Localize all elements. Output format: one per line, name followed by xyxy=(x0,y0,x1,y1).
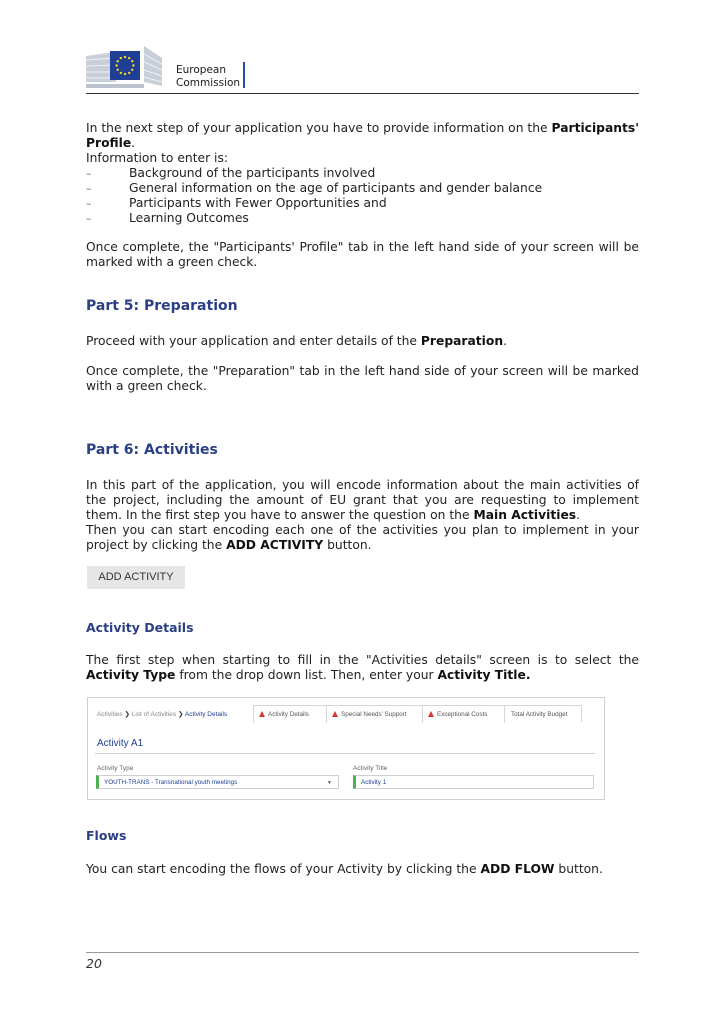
breadcrumb xyxy=(97,710,227,718)
part5-heading: Part 5: Preparation xyxy=(86,298,238,314)
part6-paragraph xyxy=(86,478,639,553)
activity-title-label: Activity Title xyxy=(353,765,388,772)
part6-heading: Part 6: Activities xyxy=(86,442,218,458)
chevron-right-icon: ❯ xyxy=(177,711,185,718)
activity-title-input[interactable] xyxy=(353,775,594,789)
ad-text-mid: from the drop down list. Then, enter your xyxy=(175,668,438,682)
logo-divider xyxy=(243,62,245,88)
activity-title-header: Activity A1 xyxy=(97,738,144,749)
part6-text-2: Then you can start encoding each one of the activities you plan to implement in your project by clicking the xyxy=(86,523,639,552)
flows-heading: Flows xyxy=(86,828,127,843)
logo-line-1: European xyxy=(176,64,227,76)
bullet-item: Background of the participants involved xyxy=(129,166,376,180)
tab-activity-details[interactable] xyxy=(253,705,327,723)
breadcrumb-activity-details: Activity Details xyxy=(184,711,228,718)
bullet-item: Learning Outcomes xyxy=(129,211,249,225)
activity-type-label: Activity Type xyxy=(97,765,134,772)
tab-label: Exceptional Costs xyxy=(437,711,488,718)
warning-icon xyxy=(428,711,434,717)
add-activity-button[interactable]: ADD ACTIVITY xyxy=(87,566,185,589)
participants-complete-paragraph: Once complete, the "Participants' Profile" tab in the left hand side of your screen will be marked with a green check. xyxy=(86,240,639,269)
part5-text: Proceed with your application and enter details of the xyxy=(86,334,421,348)
breadcrumb-list-of-activities[interactable]: List of Activities xyxy=(131,711,177,718)
tab-label: Total Activity Budget xyxy=(511,711,568,718)
tab-row xyxy=(88,698,604,722)
bullet-dash: – xyxy=(86,167,92,180)
part5-paragraph xyxy=(86,334,507,349)
activity-title-divider xyxy=(95,753,595,754)
intro-text: In the next step of your application you have to provide information on the xyxy=(86,121,552,135)
european-commission-logo xyxy=(86,44,246,94)
flows-text: You can start encoding the flows of your Activity by clicking the xyxy=(86,862,481,876)
bullet-item: General information on the age of participants and gender balance xyxy=(129,181,543,195)
logo-text xyxy=(176,64,240,90)
warning-icon xyxy=(259,711,265,717)
bullet-dash: – xyxy=(86,182,92,195)
flows-text-end: button. xyxy=(554,862,603,876)
tab-total-activity-budget[interactable] xyxy=(504,705,582,722)
chevron-right-icon: ❯ xyxy=(124,711,132,718)
activity-details-paragraph xyxy=(86,653,639,683)
bullet-dash: – xyxy=(86,197,92,210)
part6-text-end: . xyxy=(576,508,581,522)
tab-label: Activity Details xyxy=(268,711,309,718)
footer-divider xyxy=(86,952,639,953)
intro-text-end: . xyxy=(131,136,136,150)
activity-title-value: Activity 1 xyxy=(361,779,387,786)
participants-profile-term: Participants' Profile xyxy=(86,121,639,150)
add-flow-term: ADD FLOW xyxy=(480,862,555,876)
intro-paragraph xyxy=(86,121,639,151)
tab-special-needs-support[interactable] xyxy=(326,705,423,723)
activity-type-select[interactable] xyxy=(96,775,339,789)
activity-title-term: Activity Title. xyxy=(437,668,531,682)
logo-line-2: Commission xyxy=(176,77,241,89)
tab-label: Special Needs' Support xyxy=(341,711,407,718)
info-to-enter-label: Information to enter is: xyxy=(86,151,229,165)
flows-paragraph xyxy=(86,862,603,877)
preparation-term: Preparation xyxy=(420,334,504,348)
page-number: 20 xyxy=(86,956,102,971)
eu-flag-icon xyxy=(110,51,140,80)
tab-exceptional-costs[interactable] xyxy=(422,705,505,723)
breadcrumb-activities[interactable]: Activities xyxy=(97,711,123,718)
activity-type-term: Activity Type xyxy=(86,668,176,682)
ad-text: The first step when starting to fill in the "Activities details" screen is to select the xyxy=(86,653,639,667)
activity-details-heading: Activity Details xyxy=(86,620,194,635)
dropdown-arrow-icon: ▼ xyxy=(327,780,332,786)
activity-details-screenshot xyxy=(87,697,605,800)
add-activity-term: ADD ACTIVITY xyxy=(226,538,324,552)
part6-text-2-end: button. xyxy=(323,538,372,552)
part5-complete-paragraph: Once complete, the "Preparation" tab in the left hand side of your screen will be marked with a green check. xyxy=(86,364,639,393)
header-divider xyxy=(86,93,639,94)
warning-icon xyxy=(332,711,338,717)
bullet-item: Participants with Fewer Opportunities and xyxy=(129,196,387,210)
bullet-dash: – xyxy=(86,212,92,225)
main-activities-term: Main Activities xyxy=(473,508,577,522)
part6-text: In this part of the application, you will encode information about the main activities of the project, including the amount of EU grant that you are requesting to implement them. In the first step you have to answer the question on the xyxy=(86,478,639,522)
activity-type-value: YOUTH-TRANS - Transnational youth meetings xyxy=(104,779,238,786)
part5-text-end: . xyxy=(503,334,508,348)
